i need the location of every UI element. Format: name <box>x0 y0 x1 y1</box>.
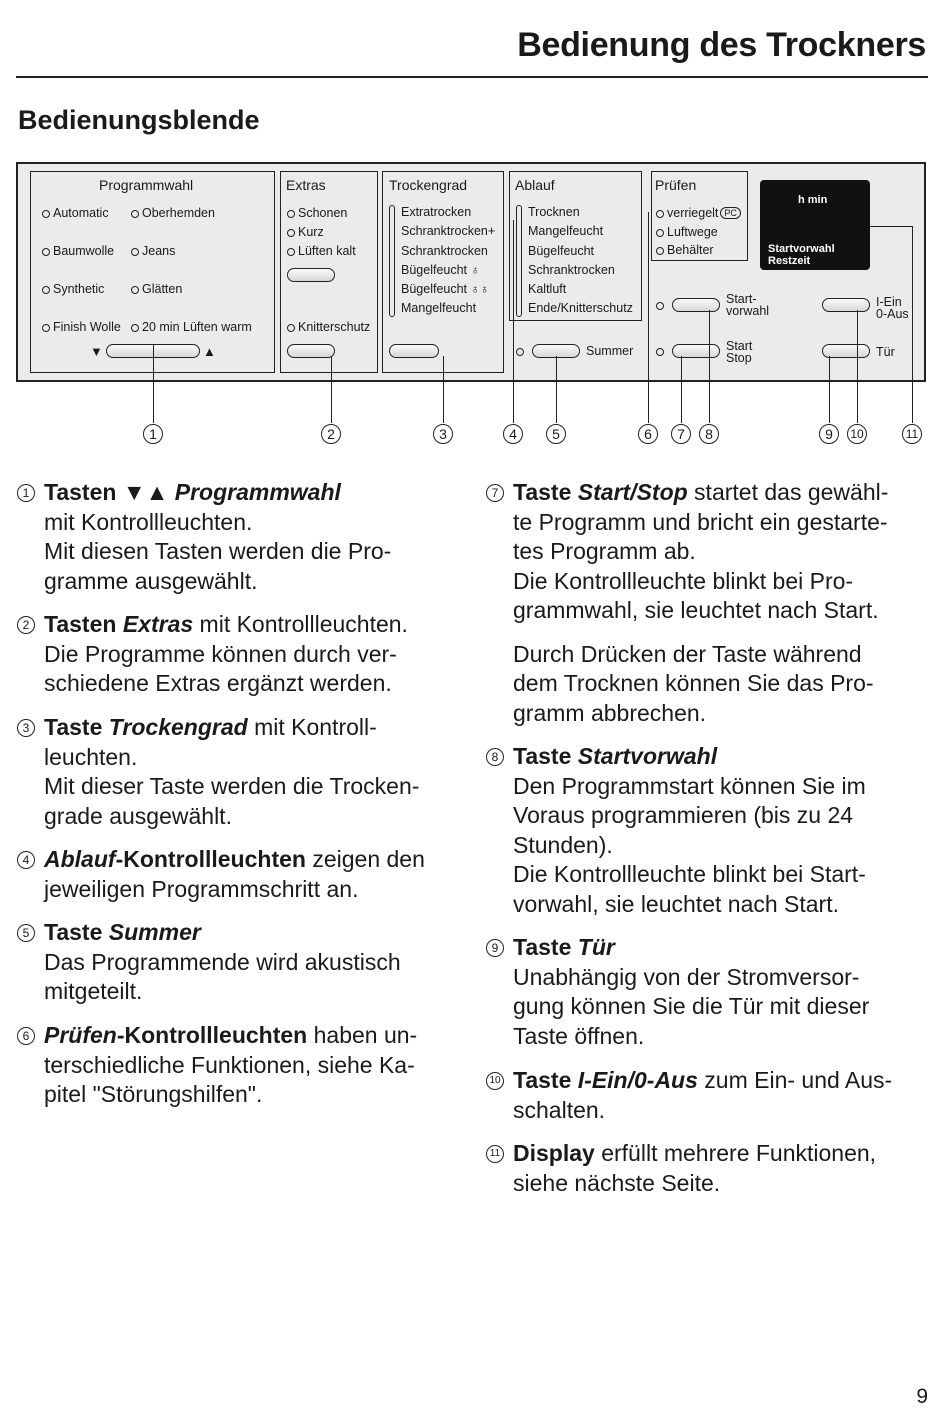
extra-schonen: Schonen <box>287 206 347 220</box>
item-number: 10 <box>486 1072 504 1090</box>
callout-line-1 <box>153 356 154 423</box>
item-5: 5 Taste Summer Das Programmende wird akustisch mitgeteilt. <box>44 918 494 1007</box>
trockengrad-indicator-bar <box>389 205 395 317</box>
item-body: schalten. <box>513 1096 606 1123</box>
tg-mangelfeucht: Mangelfeucht <box>401 301 477 315</box>
item-body: jeweiligen Programmschritt an. <box>44 875 359 902</box>
item-6: 6 Prüfen-Kontrollleuchten haben un- terschiedliche Funktionen, siehe Ka- pitel "Störungshilfen". <box>44 1021 494 1110</box>
startvorwahl-led <box>656 298 667 312</box>
ein-aus-button <box>822 298 870 312</box>
extra-knitterschutz: Knitterschutz <box>287 320 370 334</box>
extras-button <box>287 344 335 358</box>
item-4: 4 Ablauf-Kontrollleuchten zeigen den jeweiligen Programmschritt an. <box>44 845 494 904</box>
callout-line-2 <box>331 356 332 423</box>
led-icon <box>656 302 664 310</box>
callout-1: 1 <box>143 424 163 444</box>
callout-7: 7 <box>671 424 691 444</box>
prog-oberhemden: Oberhemden <box>131 206 215 220</box>
callout-line-5 <box>556 356 557 423</box>
led-icon <box>287 229 295 237</box>
pr-luftwege: Luftwege <box>656 225 718 239</box>
prog-jeans: Jeans <box>131 244 175 258</box>
startstop-label: Start Stop <box>726 339 753 365</box>
callout-line-11-h <box>870 226 913 227</box>
item-9: 9 Taste Tür Unabhängig von der Stromversor- gung können Sie die Tür mit dieser Taste öffnen. <box>513 933 933 1051</box>
item-body: mit Kontrollleuchten. Mit diesen Tasten werden die Pro- gramme ausgewählt. <box>44 508 392 594</box>
callout-line-10 <box>857 310 858 423</box>
down-arrow-icon: ▼ <box>90 344 103 359</box>
callout-line-3 <box>443 356 444 423</box>
pr-verriegelt: verriegelt PC <box>656 206 741 220</box>
led-icon <box>656 210 664 218</box>
tg-buegelfeucht-1: Bügelfeucht ♁ <box>401 263 480 277</box>
ablauf-indicator-bar <box>516 205 522 317</box>
ab-kaltluft: Kaltluft <box>528 282 567 296</box>
item-number: 11 <box>486 1145 504 1163</box>
item-number: 3 <box>17 719 35 737</box>
programmwahl-heading: Programmwahl <box>99 177 194 193</box>
item-body: te Programm und bricht ein gestarte- tes Programm ab. Die Kontrollleuchte blinkt bei Pro- grammwahl, sie leuchtet nach Start. <box>513 508 888 623</box>
led-icon <box>656 229 664 237</box>
extra-lueften-kalt: Lüften kalt <box>287 244 356 258</box>
led-icon <box>42 210 50 218</box>
item-number: 7 <box>486 484 504 502</box>
callout-line-11 <box>912 226 913 423</box>
display-line1: Startvorwahl <box>768 243 835 255</box>
startvorwahl-button <box>672 298 720 312</box>
led-icon <box>42 324 50 332</box>
item-body: Das Programmende wird akustisch mitgeteilt. <box>44 948 401 1004</box>
callout-8: 8 <box>699 424 719 444</box>
prog-finish-wolle: Finish Wolle <box>42 320 121 334</box>
item-body-extra: Durch Drücken der Taste während dem Trocknen können Sie das Pro- gramm abbrechen. <box>513 640 874 726</box>
startvorwahl-label: Start- vorwahl <box>726 292 770 318</box>
callout-line-9 <box>829 356 830 423</box>
callout-line-4 <box>513 220 514 423</box>
led-icon <box>656 348 664 356</box>
trockengrad-heading: Trockengrad <box>389 177 468 193</box>
title-rule <box>16 76 928 78</box>
extra-kurz: Kurz <box>287 225 324 239</box>
item-body: terschiedliche Funktionen, siehe Ka- pitel "Störungshilfen". <box>44 1051 415 1107</box>
tg-schranktrocken-plus: Schranktrocken+ <box>401 224 496 238</box>
callout-5: 5 <box>546 424 566 444</box>
extras-upper-button <box>287 268 335 282</box>
item-number: 9 <box>486 939 504 957</box>
ab-mangelfeucht: Mangelfeucht <box>528 224 604 238</box>
callout-6: 6 <box>638 424 658 444</box>
tg-extratrocken: Extratrocken <box>401 205 472 219</box>
callout-2: 2 <box>321 424 341 444</box>
prog-automatic: Automatic <box>42 206 109 220</box>
item-number: 4 <box>17 851 35 869</box>
led-icon <box>42 286 50 294</box>
item-11: 11 Display erfüllt mehrere Funktionen, siehe nächste Seite. <box>513 1139 933 1198</box>
item-number: 1 <box>17 484 35 502</box>
section-heading: Bedienungsblende <box>18 105 260 135</box>
ein-aus-label: I-Ein 0-Aus <box>876 295 909 321</box>
led-icon <box>42 248 50 256</box>
item-2: 2 Tasten Extras mit Kontrollleuchten. Die Programme können durch ver- schiedene Extras ergänzt werden. <box>44 610 494 699</box>
page-number: 9 <box>916 1385 928 1408</box>
display-units: h min <box>798 194 828 206</box>
group-programmwahl <box>30 171 275 373</box>
led-icon <box>656 247 664 255</box>
extras-heading: Extras <box>286 177 326 193</box>
callout-line-6 <box>648 212 649 423</box>
item-number: 6 <box>17 1027 35 1045</box>
led-icon <box>131 210 139 218</box>
callout-10: 10 <box>847 424 867 444</box>
led-icon <box>131 286 139 294</box>
startstop-led <box>656 344 667 358</box>
ab-ende-knitterschutz: Ende/Knitterschutz <box>528 301 633 315</box>
ablauf-heading: Ablauf <box>515 177 555 193</box>
callout-3: 3 <box>433 424 453 444</box>
ab-buegelfeucht: Bügelfeucht <box>528 244 595 258</box>
item-number: 8 <box>486 748 504 766</box>
callout-11: 11 <box>902 424 922 444</box>
pc-badge: PC <box>720 207 741 219</box>
item-number: 2 <box>17 616 35 634</box>
callout-9: 9 <box>819 424 839 444</box>
item-number: 5 <box>17 924 35 942</box>
display-line2: Restzeit <box>768 255 811 267</box>
ab-schranktrocken: Schranktrocken <box>528 263 615 277</box>
up-arrow-icon: ▲ <box>203 344 216 359</box>
item-8: 8 Taste Startvorwahl Den Programmstart können Sie im Voraus programmieren (bis zu 24 Stunden). Die Kontrollleuchte blinkt bei Start- vorwahl, sie leuchtet nach Start. <box>513 742 933 919</box>
summer-label: Summer <box>586 344 634 358</box>
item-body: Unabhängig von der Stromversor- gung können Sie die Tür mit dieser Taste öffnen. <box>513 963 870 1049</box>
prog-20min: 20 min Lüften warm <box>131 320 252 334</box>
item-body: Den Programmstart können Sie im Voraus programmieren (bis zu 24 Stunden). Die Kontrollleuchte blinkt bei Start- vorwahl, sie leuchtet nach Start. <box>513 772 866 917</box>
item-body: siehe nächste Seite. <box>513 1169 721 1196</box>
item-3: 3 Taste Trockengrad mit Kontroll- leuchten. Mit dieser Taste werden die Trocken- grade ausgewählt. <box>44 713 494 831</box>
callout-line-7 <box>681 356 682 423</box>
startstop-button <box>672 344 720 358</box>
led-icon <box>287 210 295 218</box>
ab-trocknen: Trocknen <box>528 205 580 219</box>
summer-led <box>516 344 527 358</box>
led-icon <box>131 248 139 256</box>
callout-line-8 <box>709 310 710 423</box>
tg-schranktrocken: Schranktrocken <box>401 244 488 258</box>
led-icon <box>287 248 295 256</box>
page-title: Bedienung des Trockners <box>517 26 926 64</box>
tg-buegelfeucht-2: Bügelfeucht ♁♁ <box>401 282 490 296</box>
item-1: 1 Tasten ▼▲ Programmwahl mit Kontrollleuchten. Mit diesen Tasten werden die Pro- gramme ausgewählt. <box>44 478 494 596</box>
item-10: 10 Taste I-Ein/0-Aus zum Ein- und Aus- schalten. <box>513 1066 933 1125</box>
trockengrad-button <box>389 344 439 358</box>
item-7: 7 Taste Start/Stop startet das gewähl- te Programm und bricht ein gestarte- tes Programm ab. Die Kontrollleuchte blinkt bei Pro- grammwahl, sie leuchtet nach Start. Durch Drücken der Taste während dem Trocknen können Sie das Pro- gramm abbrechen. <box>513 478 933 728</box>
item-body: leuchten. Mit dieser Taste werden die Trocken- grade ausgewählt. <box>44 743 420 829</box>
pr-behaelter: Behälter <box>656 243 714 257</box>
led-icon <box>131 324 139 332</box>
item-body: Die Programme können durch ver- schiedene Extras ergänzt werden. <box>44 640 397 696</box>
led-icon <box>287 324 295 332</box>
tuer-label: Tür <box>876 345 895 359</box>
led-icon <box>516 348 524 356</box>
prog-synthetic: Synthetic <box>42 282 104 296</box>
callout-4: 4 <box>503 424 523 444</box>
prog-baumwolle: Baumwolle <box>42 244 114 258</box>
pruefen-heading: Prüfen <box>655 177 697 193</box>
prog-glaetten: Glätten <box>131 282 182 296</box>
